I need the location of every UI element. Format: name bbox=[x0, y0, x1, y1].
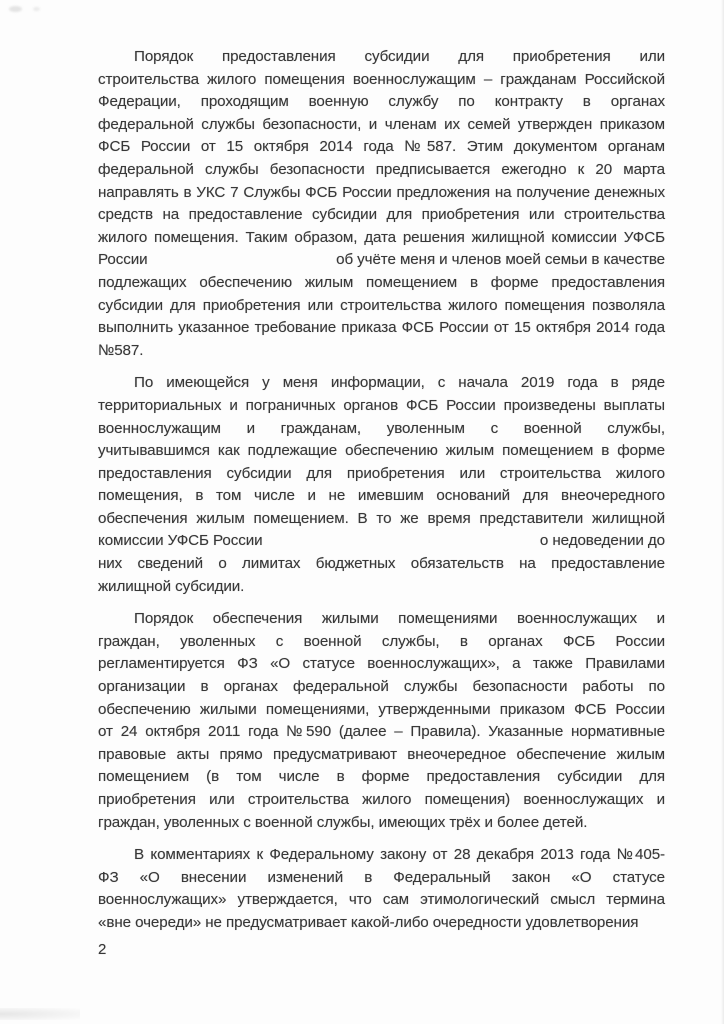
text-line: помещением (в том числе в форме предоставления субсидии для bbox=[98, 768, 665, 786]
text-line: По имеющейся у меня информации, с начала 2019 года в ряде bbox=[134, 374, 665, 392]
text-line: приобретения или строительства жилого помещения) военнослужащих и bbox=[98, 791, 665, 808]
text-line: «вне очереди» не предусматривает какой-либо очередности удовлетворения bbox=[98, 913, 639, 931]
text-line: регламентируется ФЗ «О статусе военнослужащих», а также Правилами bbox=[98, 655, 665, 673]
text-segment: о недоведении до bbox=[539, 532, 665, 550]
redaction-gap bbox=[147, 249, 336, 272]
text-line: субсидии для приобретения или строительства жилого помещения позволяла bbox=[98, 296, 665, 314]
text-line bbox=[98, 249, 665, 272]
text-line: Федерации, проходящим военную службу по контракту в органах bbox=[98, 93, 665, 111]
text-line: направлять в УКС 7 Службы ФСБ России предложения на получение денежных bbox=[98, 183, 665, 201]
text-line: помещения, в том числе и не имевшим оснований для внеочередного bbox=[98, 487, 665, 505]
text-line: жилого помещения. Таким образом, дата решения жилищной комиссии УФСБ bbox=[98, 228, 665, 246]
scan-speck bbox=[9, 6, 22, 12]
text-line: федеральной службы безопасности предписывается ежегодно к 20 марта bbox=[98, 160, 665, 178]
text-line: обеспечения жилым помещением. В то же время представители жилищной bbox=[98, 509, 665, 527]
text-line: организации в органах федеральной службы безопасности работы по bbox=[98, 678, 665, 696]
text-line: предоставления субсидии для приобретения или строительства жилого bbox=[98, 464, 665, 482]
text-line: подлежащих обеспечению жилым помещением в форме предоставления bbox=[98, 273, 665, 291]
text-line: правовые акты прямо предусматривают внеочередное обеспечение жилым bbox=[98, 745, 665, 763]
text-line: учитывавшимся как подлежащие обеспечению жилым помещением в форме bbox=[98, 442, 665, 460]
text-segment: об учёте меня и членов моей семьи в качестве bbox=[336, 251, 665, 269]
text-line: средств на предоставление субсидии для приобретения или строительства bbox=[98, 206, 665, 224]
text-line: федеральной службы безопасности, и членам их семей утвержден приказом bbox=[98, 115, 665, 133]
text-line: В комментариях к Федеральному закону от 28 декабря 2013 года №405- bbox=[134, 846, 665, 864]
text-line: ФСБ России от 15 октября 2014 года №587. Этим документом органам bbox=[98, 138, 665, 156]
text-line: территориальных и пограничных органов ФСБ России произведены выплаты bbox=[98, 396, 665, 414]
text-line: Порядок обеспечения жилыми помещениями военнослужащих и bbox=[134, 610, 665, 628]
text-line: военнослужащих» утверждается, что сам этимологический смысл термина bbox=[98, 891, 665, 909]
scan-speck bbox=[33, 7, 40, 11]
text-line: жилищной субсидии. bbox=[98, 577, 245, 595]
text-line: Порядок предоставления субсидии для приобретения или bbox=[134, 48, 665, 65]
paragraph bbox=[98, 608, 665, 834]
scan-smudge bbox=[0, 1008, 80, 1020]
text-line: №587. bbox=[98, 341, 144, 359]
text-line: ФЗ «О внесении изменений в Федеральный закон «О статусе bbox=[98, 868, 665, 886]
text-line: граждан, уволенных с военной службы, в органах ФСБ России bbox=[98, 632, 665, 650]
text-segment: России bbox=[98, 251, 148, 269]
text-line: от 24 октября 2011 года №590 (далее – Правила). Указанные нормативные bbox=[98, 723, 665, 741]
text-line bbox=[98, 530, 665, 553]
text-line: выполнить указанное требование приказа ФСБ России от 15 октября 2014 года bbox=[98, 319, 665, 337]
redaction-gap bbox=[262, 530, 539, 553]
text-line: военнослужащим и гражданам, уволенным с военной службы, bbox=[98, 419, 665, 437]
text-line: строительства жилого помещения военнослужащим – гражданам Российской bbox=[98, 70, 665, 88]
text-line: обеспечению жилыми помещениями, утвержденными приказом ФСБ России bbox=[98, 700, 665, 718]
text-line: граждан, уволенных с военной службы, имеющих трёх и более детей. bbox=[98, 813, 588, 831]
paragraph bbox=[98, 844, 665, 934]
text-block bbox=[98, 46, 665, 945]
paragraph bbox=[98, 372, 665, 598]
page-number: 2 bbox=[98, 941, 107, 958]
text-segment: комиссии УФСБ России bbox=[98, 532, 263, 550]
paragraph bbox=[98, 46, 665, 362]
text-line: них сведений о лимитах бюджетных обязательств на предоставление bbox=[98, 555, 665, 573]
